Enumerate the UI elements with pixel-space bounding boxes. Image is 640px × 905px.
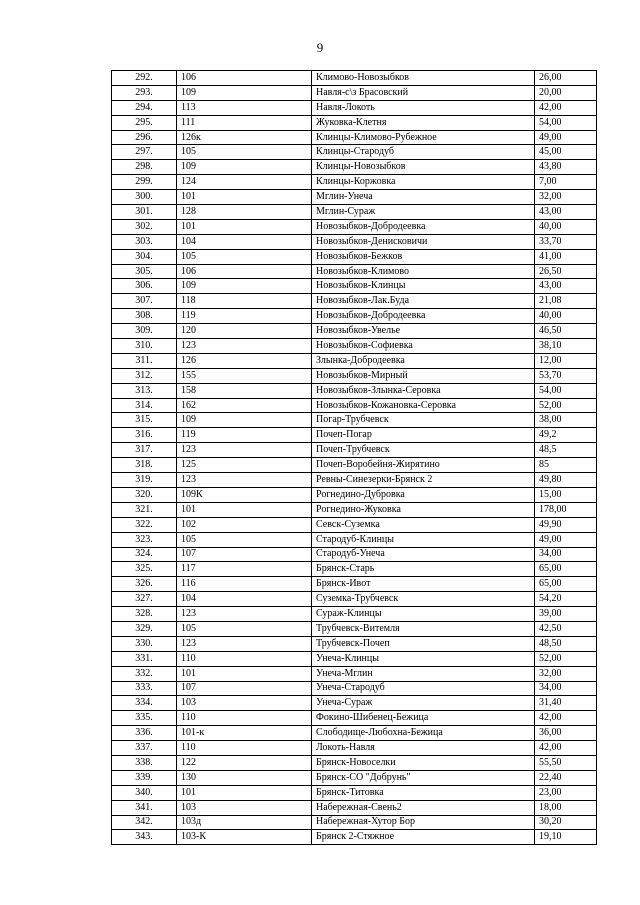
route-number-cell: 101	[177, 785, 312, 800]
row-number-cell: 319.	[112, 473, 177, 488]
row-number-cell: 315.	[112, 413, 177, 428]
row-number-cell: 326.	[112, 577, 177, 592]
row-number-cell: 314.	[112, 398, 177, 413]
distance-cell: 65,00	[535, 562, 597, 577]
row-number-cell: 327.	[112, 592, 177, 607]
distance-cell: 49,00	[535, 532, 597, 547]
table-row	[112, 830, 597, 845]
route-number-cell: 158	[177, 383, 312, 398]
distance-cell: 49,2	[535, 428, 597, 443]
route-name-cell: Севск-Суземка	[312, 517, 535, 532]
table-row	[112, 368, 597, 383]
table-row	[112, 428, 597, 443]
table-row	[112, 636, 597, 651]
distance-cell: 26,00	[535, 71, 597, 86]
route-number-cell: 103	[177, 800, 312, 815]
table-row	[112, 234, 597, 249]
route-name-cell: Ревны-Синезерки-Брянск 2	[312, 473, 535, 488]
distance-cell: 41,00	[535, 249, 597, 264]
distance-cell: 18,00	[535, 800, 597, 815]
route-name-cell: Сураж-Клинцы	[312, 607, 535, 622]
distance-cell: 34,00	[535, 547, 597, 562]
distance-cell: 26,50	[535, 264, 597, 279]
route-name-cell: Новозыбков-Климово	[312, 264, 535, 279]
row-number-cell: 325.	[112, 562, 177, 577]
route-name-cell: Брянск 2-Стяжное	[312, 830, 535, 845]
route-number-cell: 123	[177, 473, 312, 488]
route-number-cell: 155	[177, 368, 312, 383]
route-name-cell: Клинцы-Новозыбков	[312, 160, 535, 175]
route-name-cell: Клинцы-Стародуб	[312, 145, 535, 160]
row-number-cell: 312.	[112, 368, 177, 383]
row-number-cell: 299.	[112, 175, 177, 190]
distance-cell: 43,80	[535, 160, 597, 175]
route-name-cell: Жуковка-Клетня	[312, 115, 535, 130]
route-name-cell: Новозыбков-Увелье	[312, 324, 535, 339]
table-row	[112, 219, 597, 234]
route-name-cell: Унеча-Стародуб	[312, 681, 535, 696]
table-row	[112, 309, 597, 324]
route-name-cell: Почеп-Воробейня-Жирятино	[312, 458, 535, 473]
route-name-cell: Унеча-Клинцы	[312, 651, 535, 666]
distance-cell: 49,00	[535, 130, 597, 145]
table-row	[112, 145, 597, 160]
route-name-cell: Брянск-Новоселки	[312, 755, 535, 770]
table-row	[112, 726, 597, 741]
route-name-cell: Рогнедино-Дубровка	[312, 487, 535, 502]
distance-cell: 65,00	[535, 577, 597, 592]
row-number-cell: 335.	[112, 711, 177, 726]
distance-cell: 32,00	[535, 666, 597, 681]
route-number-cell: 110	[177, 711, 312, 726]
route-number-cell: 117	[177, 562, 312, 577]
row-number-cell: 310.	[112, 339, 177, 354]
row-number-cell: 294.	[112, 100, 177, 115]
table-row	[112, 651, 597, 666]
row-number-cell: 332.	[112, 666, 177, 681]
route-name-cell: Климово-Новозыбков	[312, 71, 535, 86]
route-number-cell: 109	[177, 413, 312, 428]
page-number: 9	[316, 40, 324, 55]
table-row	[112, 562, 597, 577]
table-row	[112, 205, 597, 220]
row-number-cell: 321.	[112, 502, 177, 517]
route-number-cell: 123	[177, 339, 312, 354]
distance-cell: 31,40	[535, 696, 597, 711]
route-number-cell: 104	[177, 234, 312, 249]
route-number-cell: 103д	[177, 815, 312, 830]
route-name-cell: Унеча-Сураж	[312, 696, 535, 711]
route-name-cell: Мглин-Сураж	[312, 205, 535, 220]
table-row	[112, 487, 597, 502]
route-number-cell: 103-К	[177, 830, 312, 845]
row-number-cell: 311.	[112, 353, 177, 368]
table-row	[112, 383, 597, 398]
distance-cell: 52,00	[535, 651, 597, 666]
row-number-cell: 304.	[112, 249, 177, 264]
row-number-cell: 297.	[112, 145, 177, 160]
distance-cell: 55,50	[535, 755, 597, 770]
distance-cell: 49,90	[535, 517, 597, 532]
route-name-cell: Почеп-Погар	[312, 428, 535, 443]
table-row	[112, 785, 597, 800]
distance-cell: 36,00	[535, 726, 597, 741]
distance-cell: 15,00	[535, 487, 597, 502]
distance-cell: 54,20	[535, 592, 597, 607]
row-number-cell: 341.	[112, 800, 177, 815]
route-name-cell: Трубчевск-Витемля	[312, 621, 535, 636]
distance-cell: 38,10	[535, 339, 597, 354]
table-row	[112, 413, 597, 428]
row-number-cell: 338.	[112, 755, 177, 770]
distance-cell: 19,10	[535, 830, 597, 845]
table-row	[112, 666, 597, 681]
row-number-cell: 316.	[112, 428, 177, 443]
table-row	[112, 115, 597, 130]
distance-cell: 42,00	[535, 100, 597, 115]
table-row	[112, 592, 597, 607]
route-name-cell: Слободище-Любохна-Бежица	[312, 726, 535, 741]
distance-cell: 42,00	[535, 711, 597, 726]
table-row	[112, 100, 597, 115]
table-row	[112, 71, 597, 86]
route-number-cell: 106	[177, 264, 312, 279]
distance-cell: 42,50	[535, 621, 597, 636]
route-name-cell: Новозыбков-Добродеевка	[312, 309, 535, 324]
route-name-cell: Злынка-Добродеевка	[312, 353, 535, 368]
table-row	[112, 547, 597, 562]
route-number-cell: 116	[177, 577, 312, 592]
table-row	[112, 324, 597, 339]
table-row	[112, 249, 597, 264]
table-row	[112, 607, 597, 622]
route-name-cell: Новозыбков-Бежков	[312, 249, 535, 264]
row-number-cell: 313.	[112, 383, 177, 398]
route-name-cell: Набережная-Хутор Бор	[312, 815, 535, 830]
row-number-cell: 309.	[112, 324, 177, 339]
route-name-cell: Навля-с\з Брасовский	[312, 85, 535, 100]
row-number-cell: 337.	[112, 741, 177, 756]
route-number-cell: 109К	[177, 487, 312, 502]
route-name-cell: Новозыбков-Кожановка-Серовка	[312, 398, 535, 413]
table-row	[112, 190, 597, 205]
row-number-cell: 331.	[112, 651, 177, 666]
row-number-cell: 320.	[112, 487, 177, 502]
route-number-cell: 123	[177, 607, 312, 622]
route-number-cell: 126	[177, 353, 312, 368]
distance-cell: 32,00	[535, 190, 597, 205]
table-row	[112, 339, 597, 354]
table-row	[112, 353, 597, 368]
table-row	[112, 175, 597, 190]
route-name-cell: Набережная-Свень2	[312, 800, 535, 815]
route-number-cell: 107	[177, 681, 312, 696]
distance-cell: 12,00	[535, 353, 597, 368]
row-number-cell: 343.	[112, 830, 177, 845]
row-number-cell: 293.	[112, 85, 177, 100]
row-number-cell: 302.	[112, 219, 177, 234]
route-number-cell: 105	[177, 532, 312, 547]
row-number-cell: 292.	[112, 71, 177, 86]
route-number-cell: 118	[177, 294, 312, 309]
table-row	[112, 279, 597, 294]
table-row	[112, 473, 597, 488]
table-row	[112, 443, 597, 458]
routes-table	[111, 70, 597, 845]
row-number-cell: 296.	[112, 130, 177, 145]
row-number-cell: 298.	[112, 160, 177, 175]
table-row	[112, 741, 597, 756]
route-number-cell: 103	[177, 696, 312, 711]
route-name-cell: Мглин-Унеча	[312, 190, 535, 205]
route-name-cell: Почеп-Трубчевск	[312, 443, 535, 458]
distance-cell: 38,00	[535, 413, 597, 428]
table-row	[112, 502, 597, 517]
table-row	[112, 264, 597, 279]
distance-cell: 43,00	[535, 279, 597, 294]
table-row	[112, 458, 597, 473]
row-number-cell: 324.	[112, 547, 177, 562]
table-row	[112, 398, 597, 413]
route-name-cell: Новозыбков-Злынка-Серовка	[312, 383, 535, 398]
table-row	[112, 577, 597, 592]
distance-cell: 34,00	[535, 681, 597, 696]
distance-cell: 40,00	[535, 309, 597, 324]
row-number-cell: 339.	[112, 770, 177, 785]
row-number-cell: 333.	[112, 681, 177, 696]
distance-cell: 7,00	[535, 175, 597, 190]
table-row	[112, 130, 597, 145]
distance-cell: 23,00	[535, 785, 597, 800]
route-number-cell: 111	[177, 115, 312, 130]
distance-cell: 54,00	[535, 383, 597, 398]
route-number-cell: 119	[177, 309, 312, 324]
row-number-cell: 307.	[112, 294, 177, 309]
row-number-cell: 318.	[112, 458, 177, 473]
route-name-cell: Суземка-Трубчевск	[312, 592, 535, 607]
route-number-cell: 162	[177, 398, 312, 413]
route-name-cell: Новозыбков-Мирный	[312, 368, 535, 383]
row-number-cell: 342.	[112, 815, 177, 830]
distance-cell: 48,5	[535, 443, 597, 458]
route-name-cell: Трубчевск-Почеп	[312, 636, 535, 651]
row-number-cell: 334.	[112, 696, 177, 711]
route-number-cell: 105	[177, 249, 312, 264]
route-number-cell: 110	[177, 741, 312, 756]
row-number-cell: 301.	[112, 205, 177, 220]
distance-cell: 48,50	[535, 636, 597, 651]
row-number-cell: 303.	[112, 234, 177, 249]
route-name-cell: Новозыбков-Лак.Буда	[312, 294, 535, 309]
row-number-cell: 336.	[112, 726, 177, 741]
row-number-cell: 340.	[112, 785, 177, 800]
table-row	[112, 517, 597, 532]
route-number-cell: 123	[177, 443, 312, 458]
distance-cell: 40,00	[535, 219, 597, 234]
table-row	[112, 755, 597, 770]
route-name-cell: Новозыбков-Добродеевка	[312, 219, 535, 234]
distance-cell: 39,00	[535, 607, 597, 622]
table-row	[112, 770, 597, 785]
route-name-cell: Рогнедино-Жуковка	[312, 502, 535, 517]
table-row	[112, 681, 597, 696]
route-name-cell: Брянск-Ивот	[312, 577, 535, 592]
route-name-cell: Новозыбков-Денисковичи	[312, 234, 535, 249]
route-number-cell: 102	[177, 517, 312, 532]
distance-cell: 85	[535, 458, 597, 473]
route-number-cell: 128	[177, 205, 312, 220]
distance-cell: 43,00	[535, 205, 597, 220]
distance-cell: 49,80	[535, 473, 597, 488]
route-number-cell: 105	[177, 145, 312, 160]
table-row	[112, 532, 597, 547]
route-number-cell: 107	[177, 547, 312, 562]
route-number-cell: 105	[177, 621, 312, 636]
distance-cell: 178,00	[535, 502, 597, 517]
route-name-cell: Клинцы-Климово-Рубежное	[312, 130, 535, 145]
route-name-cell: Брянск-Старь	[312, 562, 535, 577]
route-name-cell: Погар-Трубчевск	[312, 413, 535, 428]
route-number-cell: 101	[177, 502, 312, 517]
distance-cell: 20,00	[535, 85, 597, 100]
route-name-cell: Фокино-Шибенец-Бежица	[312, 711, 535, 726]
route-number-cell: 109	[177, 279, 312, 294]
route-number-cell: 106	[177, 71, 312, 86]
route-name-cell: Стародуб-Унеча	[312, 547, 535, 562]
table-row	[112, 294, 597, 309]
row-number-cell: 308.	[112, 309, 177, 324]
row-number-cell: 330.	[112, 636, 177, 651]
distance-cell: 46,50	[535, 324, 597, 339]
route-number-cell: 126к	[177, 130, 312, 145]
route-number-cell: 101-к	[177, 726, 312, 741]
route-name-cell: Стародуб-Клинцы	[312, 532, 535, 547]
row-number-cell: 300.	[112, 190, 177, 205]
distance-cell: 45,00	[535, 145, 597, 160]
table-row	[112, 711, 597, 726]
route-number-cell: 101	[177, 666, 312, 681]
row-number-cell: 322.	[112, 517, 177, 532]
table-row	[112, 800, 597, 815]
route-number-cell: 113	[177, 100, 312, 115]
route-name-cell: Брянск-Титовка	[312, 785, 535, 800]
row-number-cell: 317.	[112, 443, 177, 458]
route-name-cell: Навля-Локоть	[312, 100, 535, 115]
row-number-cell: 328.	[112, 607, 177, 622]
distance-cell: 21,08	[535, 294, 597, 309]
route-number-cell: 125	[177, 458, 312, 473]
table-row	[112, 696, 597, 711]
route-number-cell: 101	[177, 190, 312, 205]
table-row	[112, 160, 597, 175]
route-name-cell: Локоть-Навля	[312, 741, 535, 756]
route-number-cell: 119	[177, 428, 312, 443]
route-number-cell: 109	[177, 160, 312, 175]
distance-cell: 30,20	[535, 815, 597, 830]
route-number-cell: 109	[177, 85, 312, 100]
route-name-cell: Унеча-Мглин	[312, 666, 535, 681]
route-number-cell: 124	[177, 175, 312, 190]
row-number-cell: 305.	[112, 264, 177, 279]
table-row	[112, 621, 597, 636]
route-number-cell: 123	[177, 636, 312, 651]
table-row	[112, 815, 597, 830]
route-number-cell: 122	[177, 755, 312, 770]
routes-table-body	[112, 71, 597, 845]
route-number-cell: 110	[177, 651, 312, 666]
route-name-cell: Клинцы-Коржовка	[312, 175, 535, 190]
row-number-cell: 329.	[112, 621, 177, 636]
row-number-cell: 306.	[112, 279, 177, 294]
route-number-cell: 101	[177, 219, 312, 234]
distance-cell: 52,00	[535, 398, 597, 413]
route-name-cell: Брянск-СО "Добрунь"	[312, 770, 535, 785]
distance-cell: 53,70	[535, 368, 597, 383]
table-row	[112, 85, 597, 100]
distance-cell: 22,40	[535, 770, 597, 785]
route-name-cell: Новозыбков-Клинцы	[312, 279, 535, 294]
route-number-cell: 130	[177, 770, 312, 785]
distance-cell: 54,00	[535, 115, 597, 130]
row-number-cell: 295.	[112, 115, 177, 130]
route-number-cell: 104	[177, 592, 312, 607]
route-number-cell: 120	[177, 324, 312, 339]
distance-cell: 42,00	[535, 741, 597, 756]
distance-cell: 33,70	[535, 234, 597, 249]
route-name-cell: Новозыбков-Софиевка	[312, 339, 535, 354]
row-number-cell: 323.	[112, 532, 177, 547]
